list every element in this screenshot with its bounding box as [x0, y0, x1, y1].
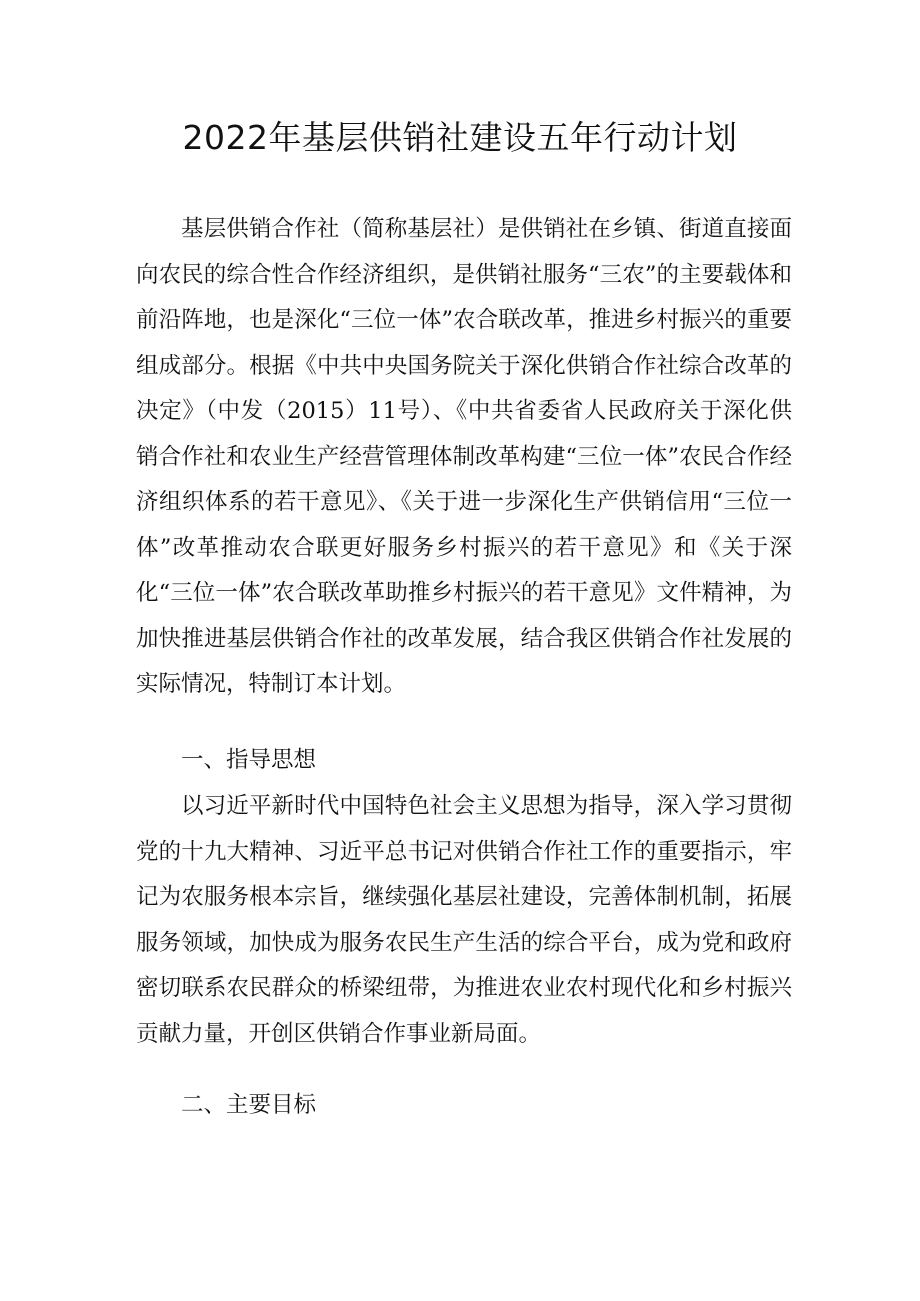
section-heading-main-goals: 二、主要目标 [181, 1092, 317, 1118]
document-title: 2022年基层供销社建设五年行动计划 [182, 118, 738, 157]
guiding-ideology-paragraph: 以习近平新时代中国特色社会主义思想为指导，深入学习贯彻党的十九大精神、习近平总书记对供销合作社工作的重要指示，牢记为农服务根本宗旨，继续强化基层社建设，完善体制机制，拓展服务领域，加快成为服务农民生产生活的综合平台，成为党和政府密切联系农民群众的桥梁纽带，为推进农业农村现代化和乡村振兴贡献力量，开创区供销合作事业新局面。 [136, 793, 792, 1047]
section-heading-guiding-ideology: 一、指导思想 [181, 747, 317, 773]
intro-paragraph: 基层供销合作社（简称基层社）是供销社在乡镇、街道直接面向农民的综合性合作经济组织，是供销社服务“三农”的主要载体和前沿阵地，也是深化“三位一体”农合联改革，推进乡村振兴的重要组成部分。根据《中共中央国务院关于深化供销合作社综合改革的决定》（中发（2015）11号）、《中共省委省人民政府关于深化供销合作社和农业生产经营管理体制改革构建“三位一体”农民合作经济组织体系的若干意见》、《关于进一步深化生产供销信用“三位一体”改革推动农合联更好服务乡村振兴的若干意见》和《关于深化“三位一体”农合联改革助推乡村振兴的若干意见》文件精神，为加快推进基层供销合作社的改革发展，结合我区供销合作社发展的实际情况，特制订本计划。 [136, 216, 792, 697]
